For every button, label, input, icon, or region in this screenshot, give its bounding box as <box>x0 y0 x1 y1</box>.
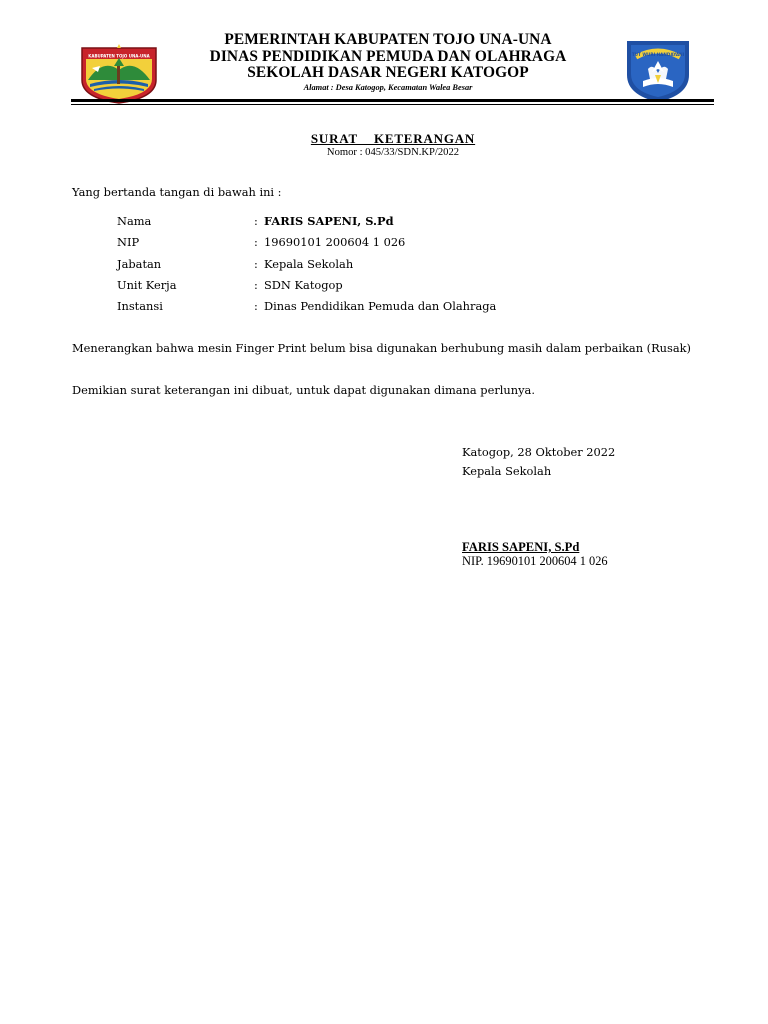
signature-position: Kepala Sekolah <box>462 464 552 478</box>
letter-title <box>0 131 768 147</box>
letterhead-government: PEMERINTAH KABUPATEN TOJO UNA-UNA <box>224 31 552 48</box>
field-label-nip: NIP <box>117 235 140 249</box>
letterhead-rule-thick <box>71 99 714 102</box>
svg-text:KABUPATEN TOJO UNA-UNA: KABUPATEN TOJO UNA-UNA <box>88 53 150 59</box>
field-label-agency: Instansi <box>117 299 163 313</box>
field-label-work-unit: Unit Kerja <box>117 278 177 292</box>
letterhead-rule-thin <box>71 104 714 105</box>
field-value-position: Kepala Sekolah <box>264 257 354 271</box>
regency-emblem-logo <box>78 40 160 104</box>
signature-nip: NIP. 19690101 200604 1 026 <box>462 554 608 568</box>
statement-text: Menerangkan bahwa mesin Finger Print belum bisa digunakan berhubung masih dalam perbaikan (Rusak) <box>72 341 691 355</box>
field-label-name: Nama <box>117 214 152 228</box>
field-colon-position: : <box>254 257 258 271</box>
field-colon-nip: : <box>254 235 258 249</box>
signature-place-date: Katogop, 28 Oktober 2022 <box>462 445 616 459</box>
letter-number: Nomor : 045/33/SDN.KP/2022 <box>326 147 460 158</box>
letterhead-address: Alamat : Desa Katogop, Kecamatan Walea Besar <box>303 82 473 92</box>
letterhead-school: SEKOLAH DASAR NEGERI KATOGOP <box>247 64 529 81</box>
field-value-work-unit: SDN Katogop <box>264 278 343 292</box>
field-colon-work-unit: : <box>254 278 258 292</box>
letter-title-text: SURAT KETERANGAN <box>310 131 476 146</box>
field-value-nip: 19690101 200604 1 026 <box>264 235 406 249</box>
field-label-position: Jabatan <box>117 257 162 271</box>
signature-name: FARIS SAPENI, S.Pd <box>462 540 580 554</box>
closing-text: Demikian surat keterangan ini dibuat, untuk dapat digunakan dimana perlunya. <box>72 383 535 397</box>
intro-text: Yang bertanda tangan di bawah ini : <box>72 185 282 199</box>
field-colon-name: : <box>254 214 258 228</box>
svg-text:TUT WURI HANDAYANI: TUT WURI HANDAYANI <box>631 52 685 57</box>
tut-wuri-handayani-logo <box>619 39 697 103</box>
letterhead-department: DINAS PENDIDIKAN PEMUDA DAN OLAHRAGA <box>209 47 567 65</box>
field-value-name: FARIS SAPENI, S.Pd <box>264 214 394 228</box>
field-colon-agency: : <box>254 299 258 313</box>
field-value-agency: Dinas Pendidikan Pemuda dan Olahraga <box>264 299 497 313</box>
letterhead <box>168 32 608 92</box>
